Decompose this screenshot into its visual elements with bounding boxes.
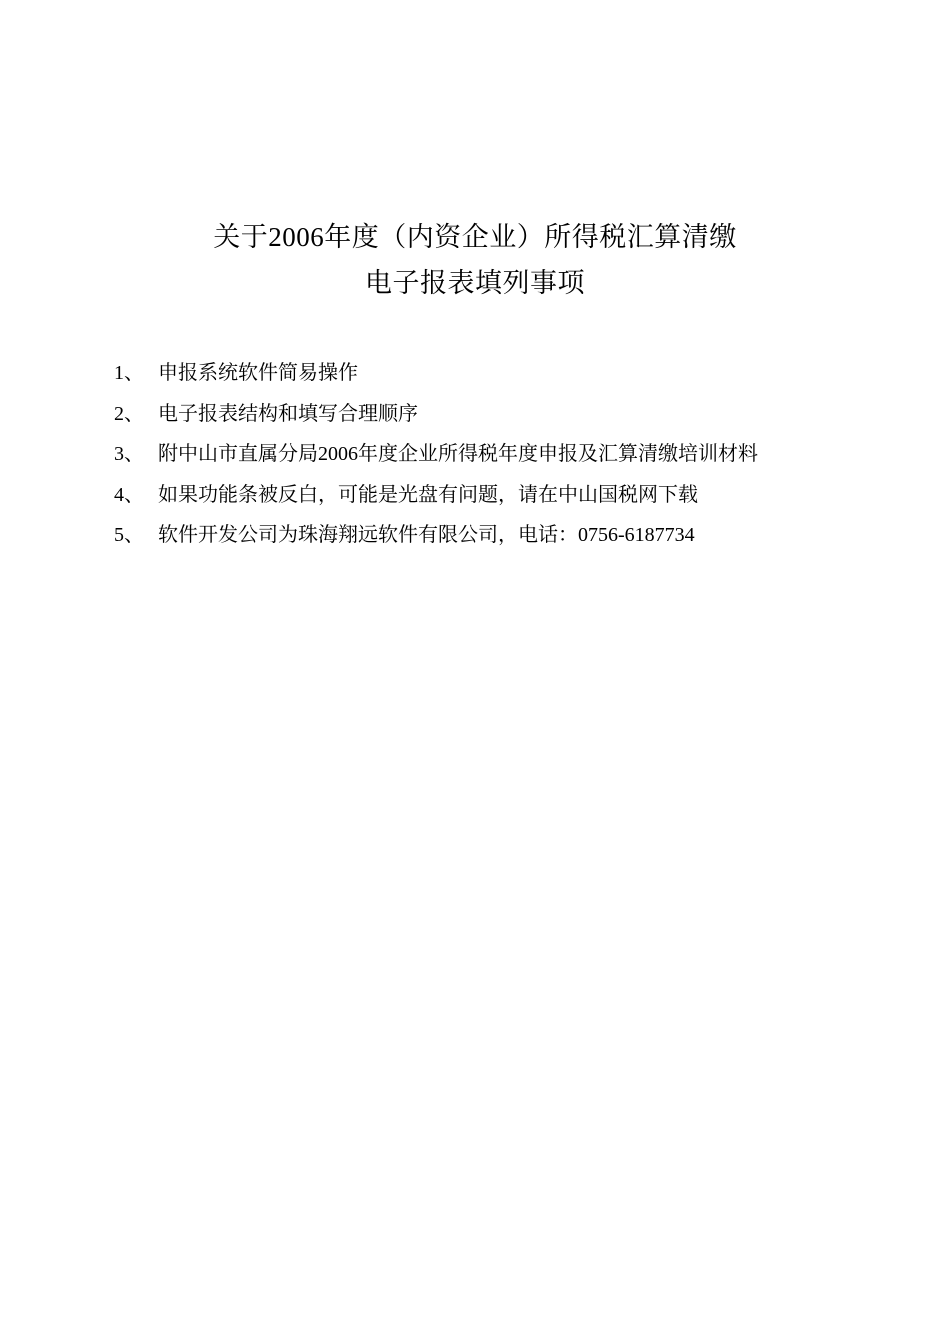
list-item: [114, 353, 894, 394]
item-number: 1、: [114, 362, 144, 384]
item-number: 3、: [114, 443, 144, 465]
item-text: 附中山市直属分局2006年度企业所得税年度申报及汇算清缴培训材料: [158, 443, 758, 465]
item-number: 5、: [114, 524, 144, 546]
item-text: 如果功能条被反白，可能是光盘有问题，请在中山国税网下载: [158, 483, 698, 506]
item-text: 电子报表结构和填写合理顺序: [158, 402, 418, 425]
list-item: [114, 394, 894, 435]
list-item: [114, 434, 894, 475]
item-number: 2、: [114, 402, 144, 425]
title-line-1: 关于2006年度（内资企业）所得税汇算清缴: [213, 222, 737, 252]
list-item: [114, 515, 894, 556]
item-text: 软件开发公司为珠海翔远软件有限公司，电话：0756-6187734: [158, 524, 695, 546]
document-title: [0, 214, 950, 306]
title-line-2: 电子报表填列事项: [365, 268, 585, 298]
item-number: 4、: [114, 483, 144, 506]
list-item: [114, 475, 894, 516]
item-list: [114, 353, 894, 556]
item-text: 申报系统软件简易操作: [158, 362, 358, 384]
